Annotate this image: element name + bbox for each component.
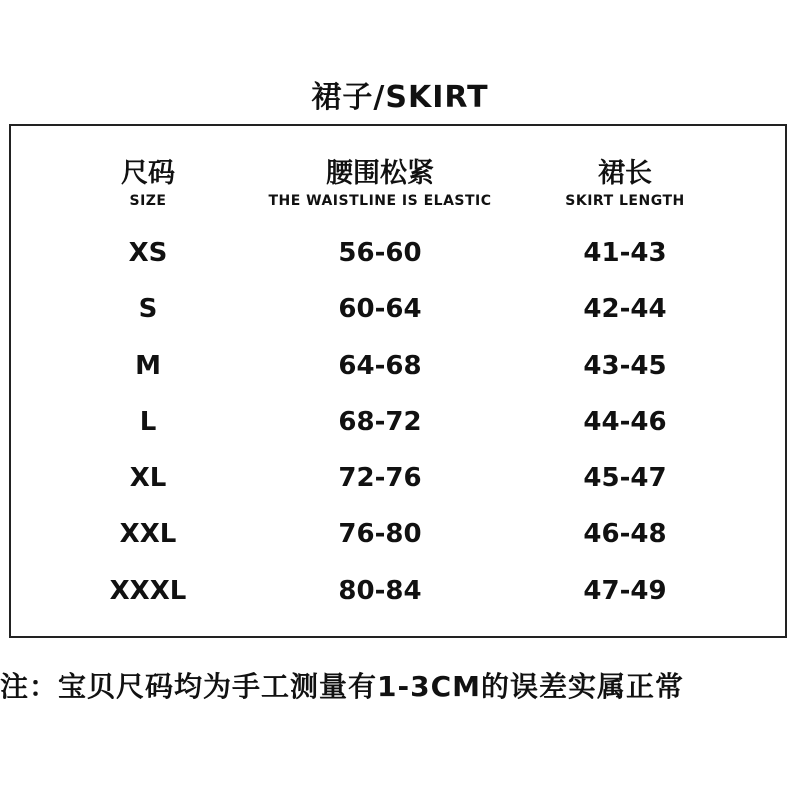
page-title: 裙子/SKIRT: [311, 80, 489, 115]
size-table: [9, 124, 787, 638]
size-header-en: SIZE: [129, 193, 167, 209]
length-cell: 43-45: [583, 351, 667, 381]
waist-cell: 68-72: [338, 407, 422, 437]
size-cell: XXXL: [109, 576, 187, 606]
waist-cell: 64-68: [338, 351, 422, 381]
length-header-cn: 裙长: [598, 158, 652, 189]
waist-cell: 76-80: [338, 519, 422, 549]
measurement-note: 注：宝贝尺码均为手工测量有1-3CM的误差实属正常: [0, 670, 685, 703]
length-cell: 46-48: [583, 519, 667, 549]
size-cell: M: [135, 351, 161, 381]
waist-cell: 80-84: [338, 576, 422, 606]
length-header-en: SKIRT LENGTH: [565, 193, 685, 209]
waist-cell: 72-76: [338, 463, 422, 493]
size-cell: XL: [129, 463, 167, 493]
size-cell: XS: [128, 238, 168, 268]
size-header-cn: 尺码: [121, 158, 175, 189]
length-cell: 44-46: [583, 407, 667, 437]
length-cell: 45-47: [583, 463, 667, 493]
waist-cell: 60-64: [338, 294, 422, 324]
waist-header-en: THE WAISTLINE IS ELASTIC: [268, 193, 492, 209]
length-cell: 42-44: [583, 294, 667, 324]
size-cell: L: [139, 407, 157, 437]
size-cell: XXL: [119, 519, 177, 549]
waist-header-cn: 腰围松紧: [326, 158, 434, 189]
size-cell: S: [138, 294, 158, 324]
length-cell: 41-43: [583, 238, 667, 268]
length-cell: 47-49: [583, 576, 667, 606]
waist-cell: 56-60: [338, 238, 422, 268]
